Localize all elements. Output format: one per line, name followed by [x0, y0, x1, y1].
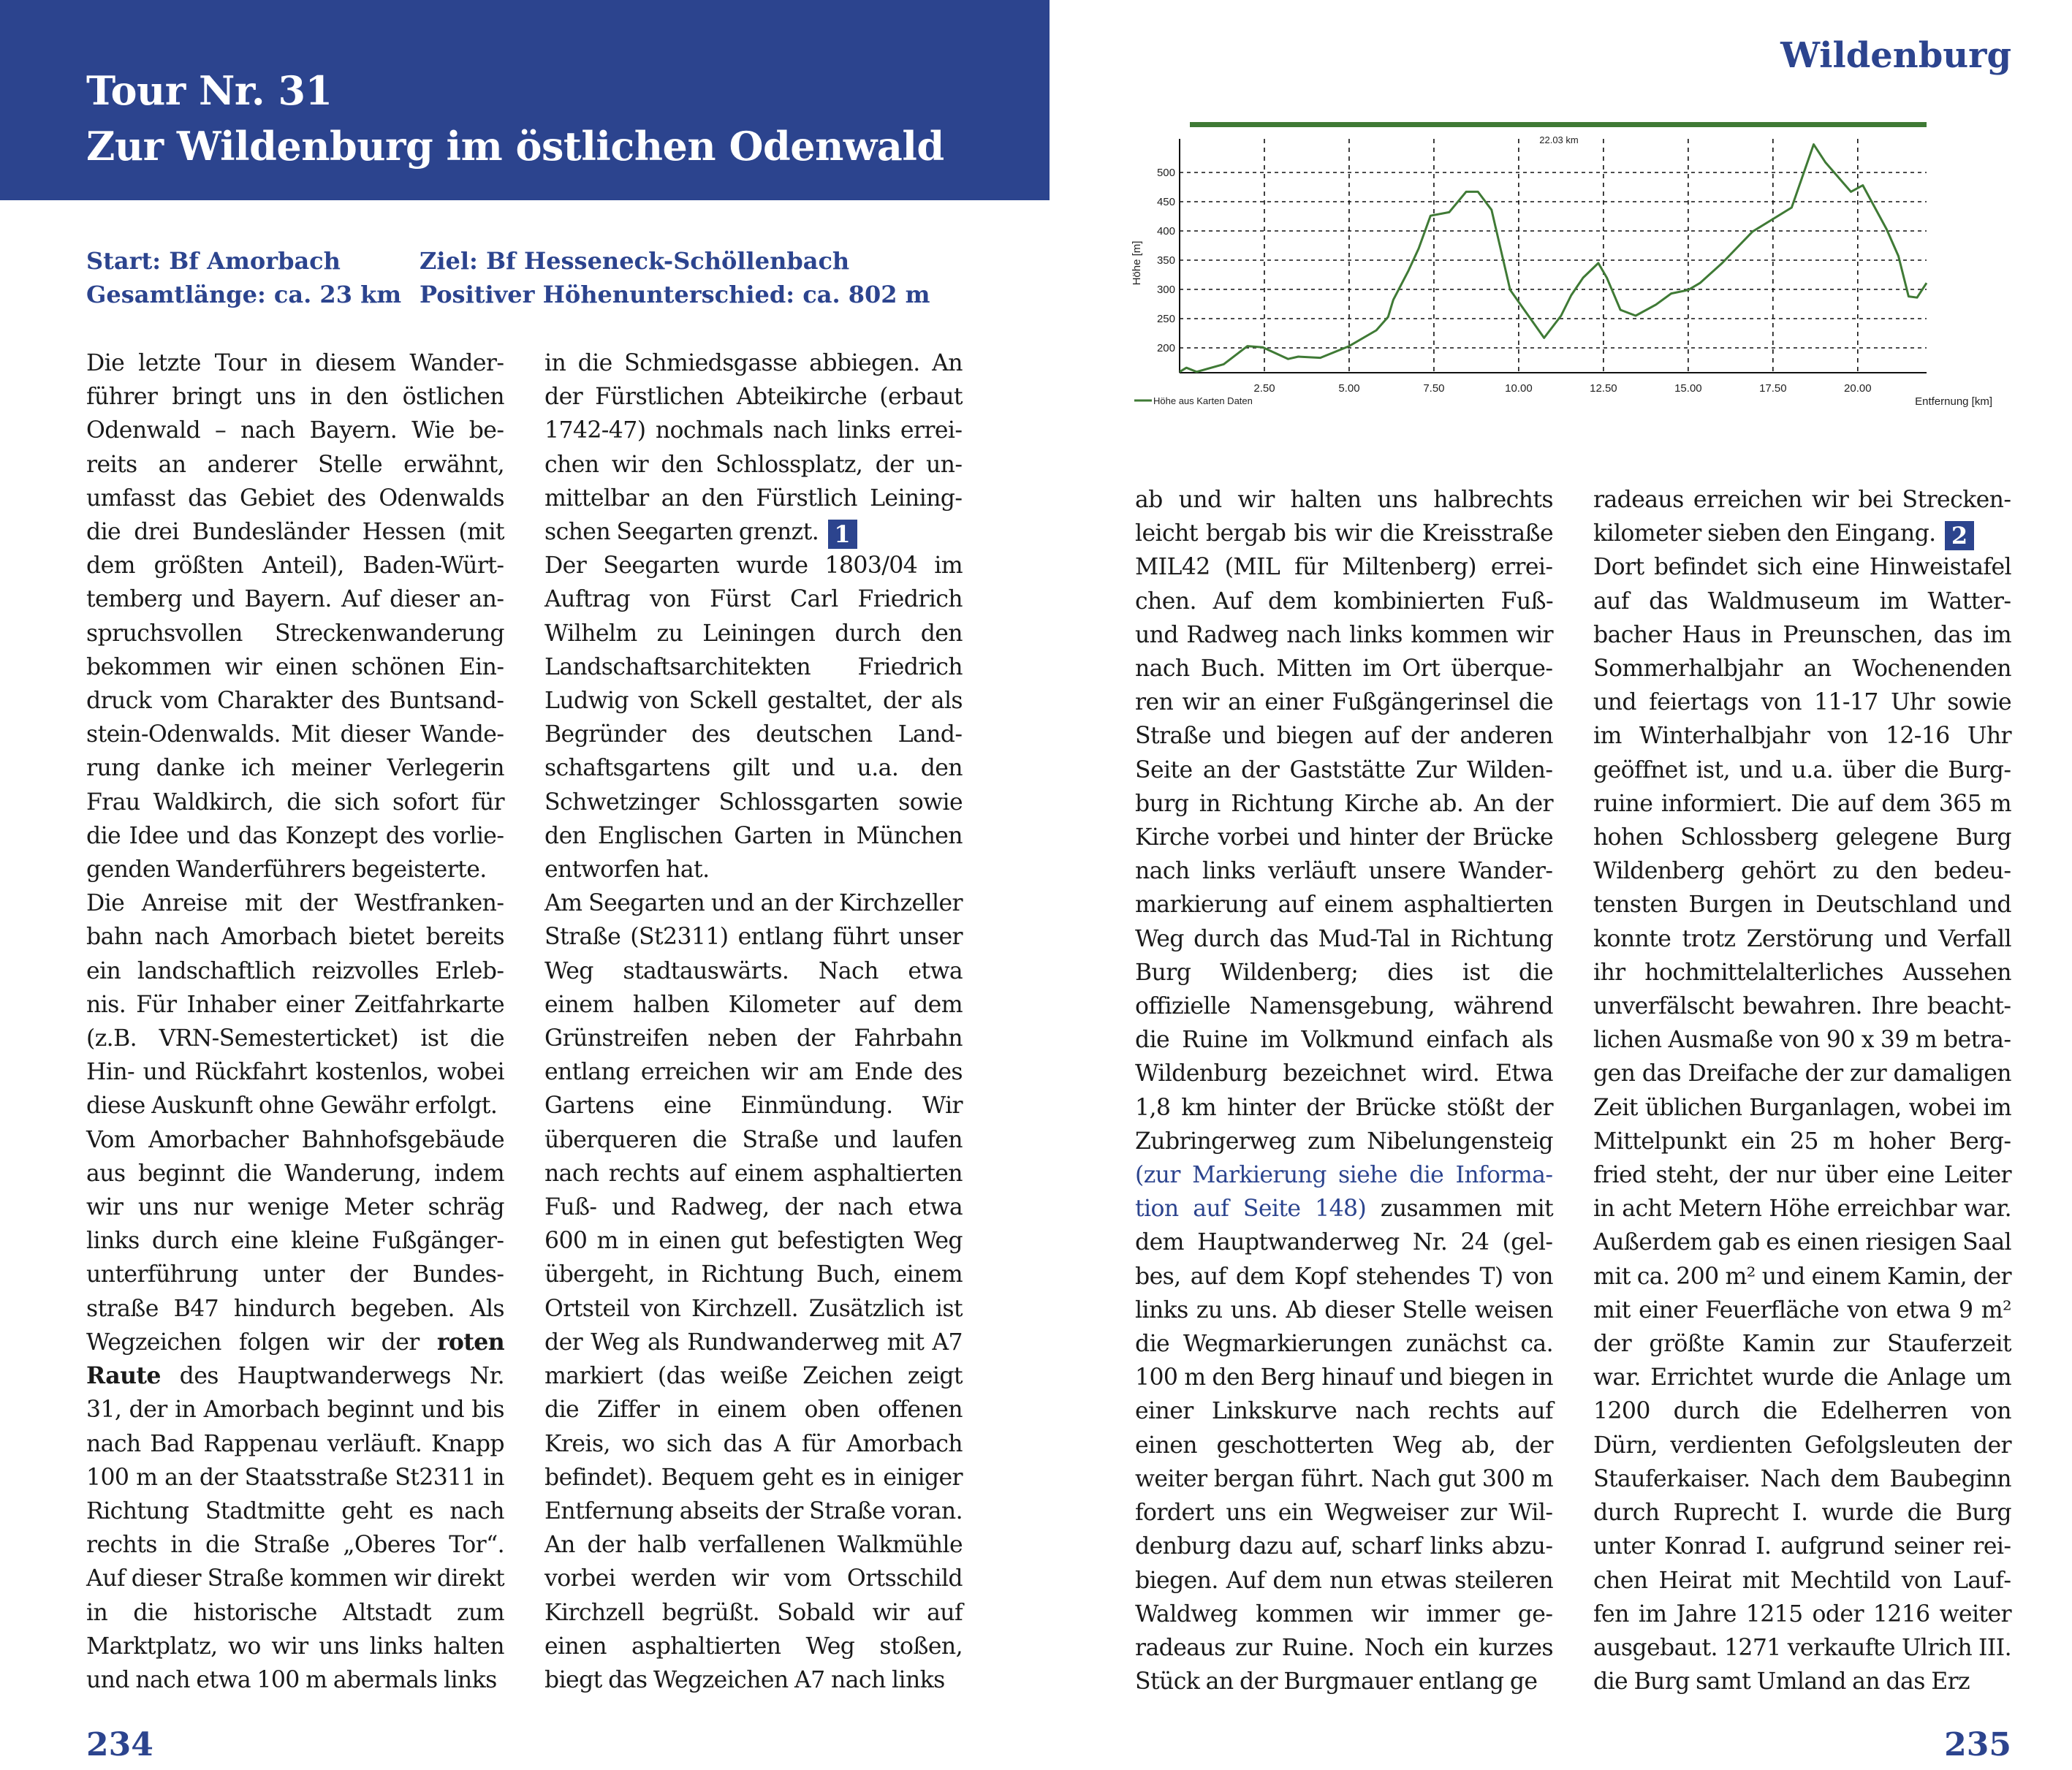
elevation-profile-chart	[1118, 110, 2024, 424]
elevation-profile-line	[1180, 145, 1927, 372]
y-tick-label: 250	[1156, 313, 1175, 325]
running-head: Wildenburg	[1780, 35, 2011, 76]
text-run: zusammen mit dem Hauptwanderweg Nr. 24 (gelbes, auf dem Kopf stehendes T) von links zu uns. Ab dieser Stelle weisen die Wegmarkierungen zunächst ca. 100 m den Berg hinauf und biegen in einer Linkskurve nach rechts auf einen geschotterten Weg ab, der weiter bergan führt. Nach gut 300 m fordert uns ein Wegweiser zur Wildenburg dazu auf, scharf links abzubiegen. Auf dem nun etwas steileren Waldweg kommen wir immer geradeaus zur Ruine. Noch ein kurzes Stück an der Burgmauer entlang ge	[1135, 1196, 1554, 1695]
paragraph	[1135, 483, 1553, 1698]
page-number-left: 234	[86, 1726, 153, 1763]
tour-title	[86, 63, 944, 174]
paragraph: Die Anreise mit der Westfrankenbahn nach Amorbach bietet bereits ein landschaftlich reizvolles Erlebnis. Für Inhaber einer Zeitfahrkarte (z.B. VRN-Semesterticket) ist die Hin- und Rückfahrt kostenlos, wobei diese Auskunft ohne Gewähr erfolgt.	[86, 890, 504, 1120]
route-length-label: 22.03 km	[1539, 134, 1579, 145]
x-tick-label: 20.00	[1844, 382, 1872, 395]
text-run: radeaus erreichen wir bei Streckenkilometer sieben den Eingang.	[1593, 487, 2011, 547]
tour-number: Tour Nr. 31	[86, 67, 333, 114]
waypoint-marker-1: 1	[828, 520, 857, 549]
paragraph	[544, 346, 963, 549]
tour-name: Zur Wildenburg im östlichen Odenwald	[86, 123, 944, 170]
x-axis-label: Entfernung [km]	[1915, 395, 1992, 408]
x-tick-label: 5.00	[1338, 382, 1360, 395]
x-tick-label: 2.50	[1253, 382, 1275, 395]
paragraph: Der Seegarten wurde 1803/04 im Auftrag von Fürst Carl Friedrich Wilhelm zu Leiningen durch den Landschaftsarchitekten Friedrich Ludwig von Sckell gestaltet, der als Begründer des deutschen Landschaftsgartens gilt und u.a. den Schwetzinger Schlossgarten sowie den Englischen Garten in München entworfen hat.	[544, 552, 963, 884]
page-number-right: 235	[1944, 1726, 2011, 1763]
x-tick-label: 15.00	[1674, 382, 1702, 395]
legend-label: Höhe aus Karten Daten	[1153, 395, 1253, 406]
y-tick-label: 400	[1156, 225, 1175, 238]
y-tick-label: 200	[1156, 342, 1175, 354]
x-tick-label: 7.50	[1423, 382, 1445, 395]
text-column-1	[86, 346, 504, 1697]
tour-goal: Ziel: Bf Hesseneck-Schöllenbach	[420, 247, 850, 275]
route-length-bar	[1190, 122, 1927, 127]
y-tick-label: 350	[1156, 254, 1175, 267]
paragraph: Dort befindet sich eine Hinweistafel auf das Waldmuseum im Watterbacher Haus in Preunschen, das im Sommerhalbjahr an Wochenenden und feiertags von 11-17 Uhr sowie im Winterhalbjahr von 12-16 Uhr geöffnet ist, und u.a. über die Burgruine informiert. Die auf dem 365 m hohen Schlossberg gelegene Burg Wildenberg gehört zu den bedeutensten Burgen in Deutschland und konnte trotz Zerstörung und Verfall ihr hochmittelalterliches Aussehen unverfälscht bewahren. Ihre beachtlichen Ausmaße von 90 x 39 m betragen das Dreifache der zur damaligen Zeit üblichen Burganlagen, wobei im Mittelpunkt ein 25 m hoher Bergfried steht, der nur über eine Leiter in acht Metern Höhe erreichbar war. Außerdem gab es einen riesigen Saal mit ca. 200 m² und einem Kamin, der mit einer Feuerfläche von etwa 9 m² der größte Kamin zur Stauferzeit war. Errichtet wurde die Anlage um 1200 durch die Edelherren von Dürn, verdienten Gefolgsleuten der Stauferkaiser. Nach dem Baubeginn durch Ruprecht I. wurde die Burg unter Konrad I. aufgrund seiner reichen Heirat mit Mechtild von Lauffen im Jahre 1215 oder 1216 weiter ausgebaut. 1271 verkaufte Ulrich III. die Burg samt Umland an das Erz	[1593, 554, 2011, 1695]
cross-reference-link[interactable]: (zur Markierung siehe die Information auf Seite 148)	[1135, 1162, 1553, 1223]
paragraph	[86, 1123, 504, 1697]
text-column-4	[1593, 483, 2011, 1698]
waypoint-marker-2: 2	[1945, 521, 1974, 550]
paragraph	[1593, 483, 2011, 550]
text-column-3	[1135, 483, 1553, 1698]
text-run: in die Schmiedsgasse abbiegen. An der Fürstlichen Abteikirche (erbaut 1742-47) nochmals nach links erreichen wir den Schlossplatz, der unmittelbar an den Fürstlich Leiningschen Seegarten grenzt.	[544, 350, 963, 546]
tour-info-left	[86, 244, 401, 311]
tour-info-right	[420, 244, 930, 311]
elevation-chart-svg	[1118, 110, 2024, 424]
waymark-emphasis: roten Raute	[86, 1328, 504, 1390]
text-run: ab und wir halten uns halbrechts leicht bergab bis wir die Kreisstraße MIL42 (MIL für Miltenberg) erreichen. Auf dem kombinierten Fuß- und Radweg nach links kommen wir nach Buch. Mitten im Ort überqueren wir an einer Fußgängerinsel die Straße und biegen auf der anderen Seite an der Gaststätte Zur Wildenburg in Richtung Kirche ab. An der Kirche vorbei und hinter der Brücke nach links verläuft unsere Wandermarkierung auf einem asphaltierten Weg durch das Mud-Tal in Richtung Burg Wildenberg; dies ist die offizielle Namensgebung, während die Ruine im Volkmund einfach als Wildenburg bezeichnet wird. Etwa 1,8 km hinter der Brücke stößt der Zubringerweg zum Nibelungensteig	[1135, 487, 1553, 1155]
paragraph: Die letzte Tour in diesem Wanderführer bringt uns in den östlichen Odenwald – nach Bayern. Wie bereits an anderer Stelle erwähnt, umfasst das Gebiet des Odenwalds die drei Bundesländer Hessen (mit dem größten Anteil), Baden-Württemberg und Bayern. Auf dieser anspruchsvollen Streckenwanderung bekommen wir einen schönen Eindruck vom Charakter des Buntsandstein-Odenwalds. Mit dieser Wanderung danke ich meiner Verlegerin Frau Waldkirch, die sich sofort für die Idee und das Konzept des vorliegenden Wanderführers begeisterte.	[86, 350, 504, 884]
y-tick-label: 300	[1156, 284, 1175, 296]
y-tick-label: 450	[1156, 196, 1175, 208]
text-run: des Hauptwanderwegs Nr. 31, der in Amorbach beginnt und bis nach Bad Rappenau verläuft. Knapp 100 m an der Staatsstraße St2311 in Richtung Stadtmitte geht es nach rechts in die Straße „Oberes Tor“. Auf dieser Straße kommen wir direkt in die historische Altstadt zum Marktplatz, wo wir uns links halten und nach etwa 100 m abermals links	[86, 1363, 504, 1693]
text-run: Vom Amorbacher Bahnhofsgebäude aus beginnt die Wanderung, indem wir uns nur wenige Meter schräg links durch eine kleine Fußgängerunterführung unter der Bundesstraße B47 hindurch begeben. Als Wegzeichen folgen wir der	[86, 1126, 504, 1356]
y-axis-label: Höhe [m]	[1131, 240, 1143, 286]
y-tick-label: 500	[1156, 167, 1175, 179]
x-tick-label: 17.50	[1759, 382, 1787, 395]
tour-header-band	[0, 0, 1050, 200]
x-tick-label: 12.50	[1590, 382, 1617, 395]
tour-elevation-gain: Positiver Höhenunterschied: ca. 802 m	[420, 281, 930, 308]
paragraph: Am Seegarten und an der Kirchzeller Straße (St2311) entlang führt unser Weg stadtauswärts. Nach etwa einem halben Kilometer auf dem Grünstreifen neben der Fahrbahn entlang erreichen wir am Ende des Gartens eine Einmündung. Wir überqueren die Straße und laufen nach rechts auf einem asphaltierten Fuß- und Radweg, der nach etwa 600 m in einen gut befestigten Weg übergeht, in Richtung Buch, einem Ortsteil von Kirchzell. Zusätzlich ist der Weg als Rundwanderweg mit A7 markiert (das weiße Zeichen zeigt die Ziffer in einem oben offenen Kreis, wo sich das A für Amorbach befindet). Bequem geht es in einiger Entfernung abseits der Straße voran. An der halb verfallenen Walkmühle vorbei werden wir vom Ortsschild Kirchzell begrüßt. Sobald wir auf einen asphaltierten Weg stoßen, biegt das Wegzeichen A7 nach links	[544, 890, 963, 1693]
text-column-2	[544, 346, 963, 1697]
x-tick-label: 10.00	[1505, 382, 1533, 395]
tour-start: Start: Bf Amorbach	[86, 247, 341, 275]
tour-length: Gesamtlänge: ca. 23 km	[86, 281, 402, 308]
